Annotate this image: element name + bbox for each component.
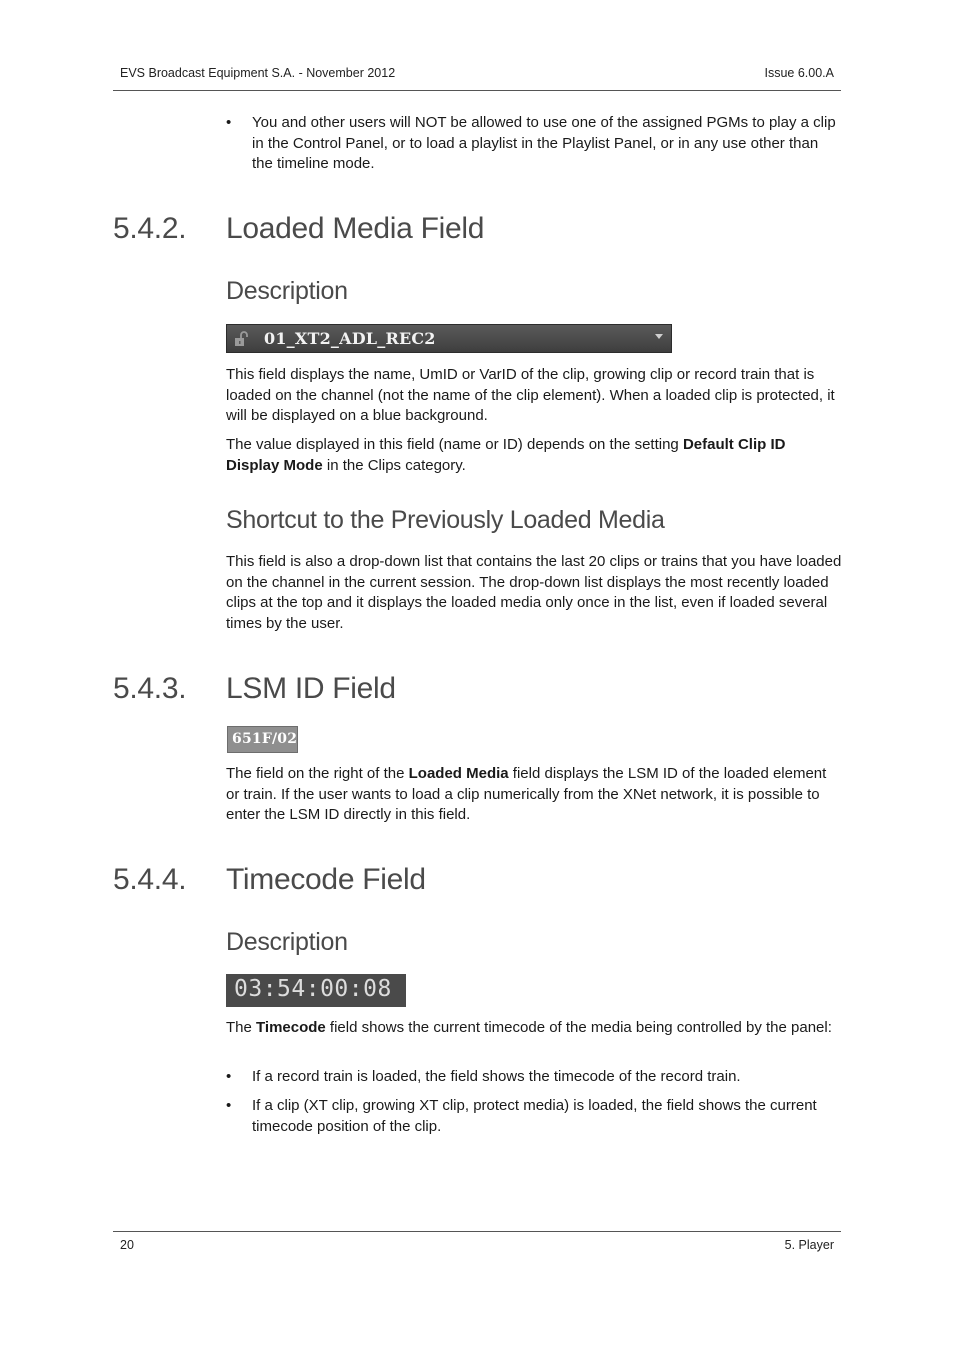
timecode-bullet-2: If a clip (XT clip, growing XT clip, protect media) is loaded, the field shows the current timecode position of the clip.: [252, 1097, 817, 1135]
bullet-marker: •: [226, 114, 232, 131]
header-right: Issue 6.00.A: [764, 66, 834, 80]
chevron-down-icon[interactable]: [655, 334, 663, 339]
section-title-542: Loaded Media Field: [226, 212, 485, 245]
unlocked-padlock-icon: [233, 331, 249, 347]
loaded-media-bold: Loaded Media: [408, 765, 509, 782]
bullet-marker: •: [226, 1068, 232, 1085]
lsm-id-value: 651F/02: [232, 731, 298, 747]
header-left: EVS Broadcast Equipment S.A. - November 2012: [120, 66, 396, 80]
intro-bullet-text: You and other users will NOT be allowed to use one of the assigned PGMs to play a clip in the Control Panel, or to load a playlist in the Playlist Panel, or in any use other than the timeline mode.: [252, 114, 836, 172]
section-number-543: 5.4.3.: [113, 672, 187, 705]
section-title-544: Timecode Field: [226, 863, 426, 896]
bullet-marker: •: [226, 1097, 232, 1114]
timecode-bold: Timecode: [256, 1019, 326, 1036]
timecode-value: 03:54:00:08: [234, 976, 392, 1002]
lsm-id-field[interactable]: [227, 726, 298, 753]
footer-chapter: 5. Player: [784, 1238, 834, 1252]
subheading-description-544: Description: [226, 928, 348, 956]
subheading-description-542: Description: [226, 277, 348, 305]
subheading-shortcut: Shortcut to the Previously Loaded Media: [226, 506, 665, 534]
timecode-field[interactable]: [226, 974, 406, 1007]
setting-name: Default Clip ID Display Mode: [226, 436, 786, 474]
paragraph-lsm-id: The field on the right of the Loaded Media field displays the LSM ID of the loaded element or train. If the user wants to load a clip numerically from the XNet network, it is possible to enter the LSM ID directly in this field.: [226, 765, 827, 823]
paragraph-timecode: The Timecode field shows the current timecode of the media being controlled by the panel:: [226, 1019, 832, 1036]
footer-rule: [113, 1231, 841, 1232]
section-title-543: LSM ID Field: [226, 672, 396, 705]
loaded-media-value: 01_XT2_ADL_REC2: [264, 329, 436, 348]
paragraph-shortcut: This field is also a drop-down list that contains the last 20 clips or trains that you have loaded on the channel in the current session. The drop-down list displays the most recently loaded clips at the top and it displays the loaded media only once in the list, even if loaded several times by the user.: [226, 553, 842, 632]
timecode-bullet-1: If a record train is loaded, the field shows the timecode of the record train.: [252, 1068, 741, 1085]
page-number: 20: [120, 1238, 134, 1252]
section-number-542: 5.4.2.: [113, 212, 187, 245]
paragraph-loaded-media-2: The value displayed in this field (name or ID) depends on the setting Default Clip ID Display Mode in the Clips category.: [226, 436, 786, 474]
paragraph-loaded-media-1: This field displays the name, UmID or VarID of the clip, growing clip or record train that is loaded on the channel (not the name of the clip element). When a loaded clip is protected, it will be displayed on a blue background.: [226, 366, 835, 424]
header-rule: [113, 90, 841, 91]
loaded-media-field[interactable]: [226, 324, 672, 353]
section-number-544: 5.4.4.: [113, 863, 187, 896]
